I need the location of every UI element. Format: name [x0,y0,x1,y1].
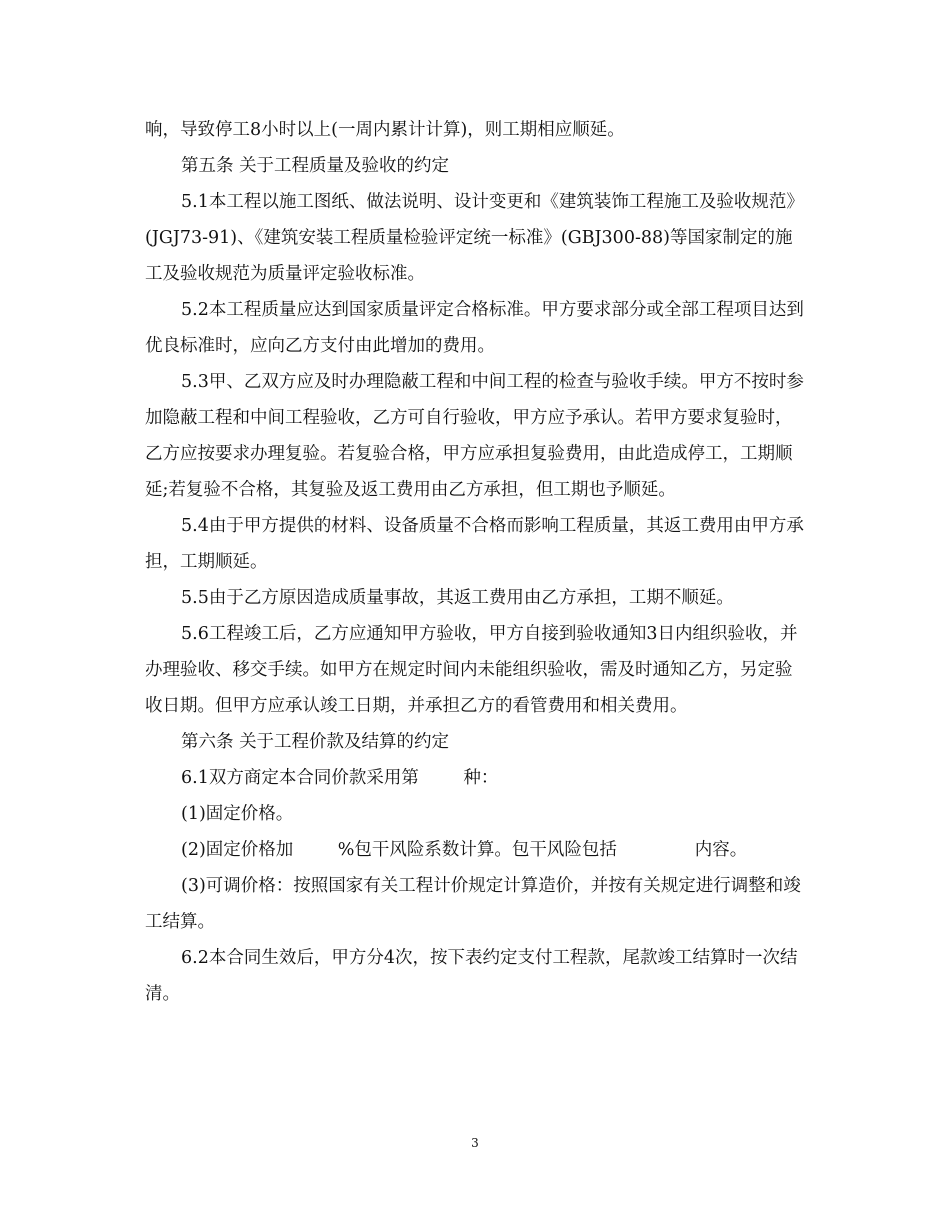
clause-6-1-option-2: (2)固定价格加 %包干风险系数计算。包干风险包括 内容。 [181,840,748,860]
clause-5-1: 5.1本工程以施工图纸、做法说明、设计变更和《建筑装饰工程施工及验收规范》(JGJ73-91)、《建筑安装工程质量检验评定统一标准》(GBJ300-88)等国家制定的施工及验收规范为质量评定验收标准。 [145,192,804,284]
clause-5-5: 5.5由于乙方原因造成质量事故，其返工费用由乙方承担，工期不顺延。 [181,588,734,608]
clause-5-6: 5.6工程竣工后，乙方应通知甲方验收，甲方自接到验收通知3日内组织验收，并办理验收、移交手续。如甲方在规定时间内未能组织验收，需及时通知乙方，另定验收日期。但甲方应承认竣工日期，并承担乙方的看管费用和相关费用。 [145,624,798,716]
page-number: 3 [471,1136,479,1150]
section-heading-article-6: 第六条 关于工程价款及结算的约定 [181,732,450,752]
clause-6-1-option-3: (3)可调价格：按照国家有关工程计价规定计算造价，并按有关规定进行调整和竣工结算。 [145,876,801,932]
clause-5-4: 5.4由于甲方提供的材料、设备质量不合格而影响工程质量，其返工费用由甲方承担，工期顺延。 [145,516,804,572]
clause-6-1: 6.1双方商定本合同价款采用第 种： [181,768,499,788]
section-heading-article-5: 第五条 关于工程质量及验收的约定 [181,156,450,176]
clause-6-2: 6.2本合同生效后，甲方分4次，按下表约定支付工程款，尾款竣工结算时一次结清。 [145,948,798,1004]
paragraph-continuation: 响，导致停工8小时以上(一周内累计计算)，则工期相应顺延。 [145,120,625,140]
clause-6-1-option-1: (1)固定价格。 [181,804,294,824]
clause-5-3: 5.3甲、乙双方应及时办理隐蔽工程和中间工程的检查与验收手续。甲方不按时参加隐蔽工程和中间工程验收，乙方可自行验收，甲方应予承认。若甲方要求复验时，乙方应按要求办理复验。若复验合格，甲方应承担复验费用，由此造成停工，工期顺延;若复验不合格，其复验及返工费用由乙方承担，但工期也予顺延。 [145,372,804,500]
clause-5-2: 5.2本工程质量应达到国家质量评定合格标准。甲方要求部分或全部工程项目达到优良标准时，应向乙方支付由此增加的费用。 [145,300,804,356]
document-body [145,112,805,1012]
